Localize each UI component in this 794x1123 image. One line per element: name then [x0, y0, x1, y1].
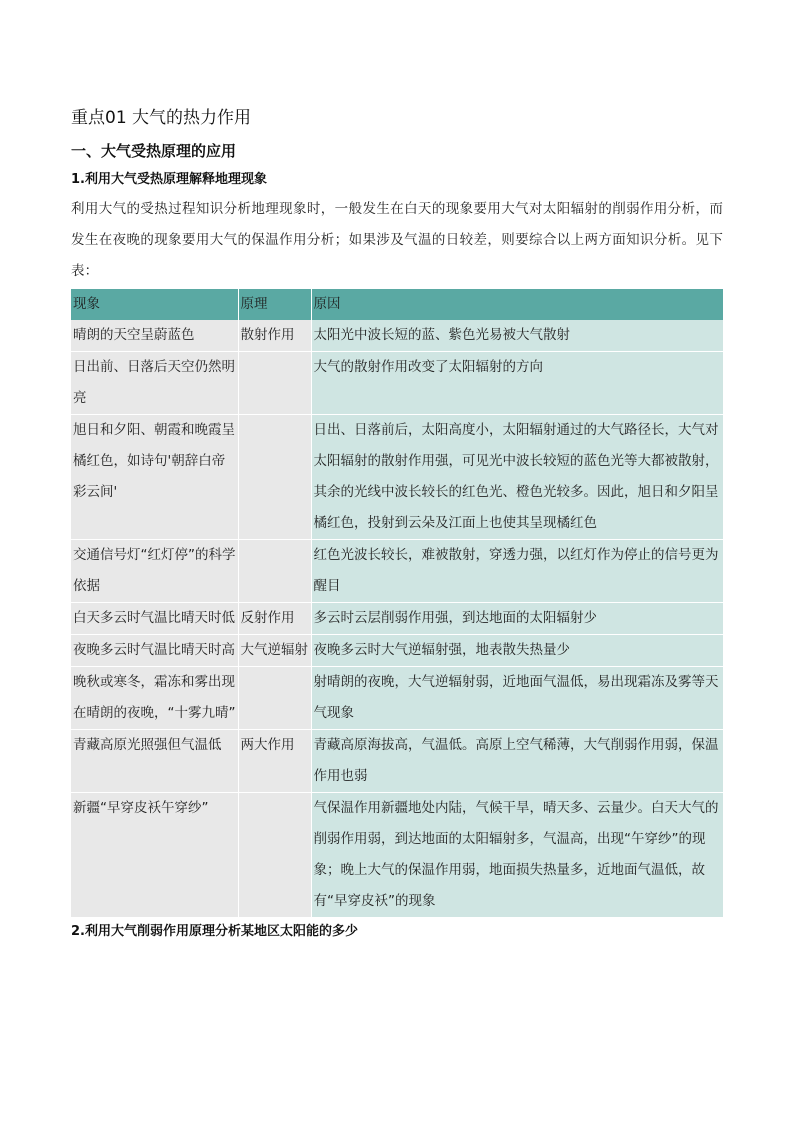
cell-reason: 青藏高原海拔高，气温低。高原上空气稀薄，大气削弱作用弱，保温作用也弱	[311, 730, 723, 793]
cell-phenomenon: 青藏高原光照强但气温低	[71, 730, 238, 793]
subsection-heading-2: 2.利用大气削弱作用原理分析某地区太阳能的多少	[71, 924, 358, 939]
cell-principle	[238, 667, 311, 730]
cell-reason: 红色光波长较长，难被散射，穿透力强，以红灯作为停止的信号更为醒目	[311, 540, 723, 603]
table-row	[71, 320, 723, 352]
page-title: 重点01 大气的热力作用	[71, 108, 252, 128]
table-row	[71, 540, 723, 603]
cell-phenomenon: 夜晚多云时气温比晴天时高	[71, 635, 238, 667]
subsection-heading-1: 1.利用大气受热原理解释地理现象	[71, 172, 267, 187]
cell-reason: 气保温作用新疆地处内陆，气候干旱，晴天多、云量少。白天大气的削弱作用弱，到达地面的太阳辐射多，气温高，出现“午穿纱”的现象；晚上大气的保温作用弱，地面损失热量多，近地面气温低，故有“早穿皮袄”的现象	[311, 793, 723, 918]
table-row	[71, 730, 723, 793]
cell-phenomenon: 交通信号灯“红灯停”的科学依据	[71, 540, 238, 603]
table-header-row	[71, 289, 723, 320]
table-row	[71, 667, 723, 730]
cell-reason: 射晴朗的夜晚，大气逆辐射弱，近地面气温低，易出现霜冻及雾等天气现象	[311, 667, 723, 730]
cell-phenomenon: 白天多云时气温比晴天时低	[71, 603, 238, 635]
cell-principle	[238, 352, 311, 415]
cell-principle	[238, 415, 311, 540]
cell-phenomenon: 新疆“早穿皮袄午穿纱”	[71, 793, 238, 918]
table-row	[71, 415, 723, 540]
cell-reason: 太阳光中波长短的蓝、紫色光易被大气散射	[311, 320, 723, 352]
cell-reason: 大气的散射作用改变了太阳辐射的方向	[311, 352, 723, 415]
section-heading: 一、大气受热原理的应用	[71, 142, 237, 160]
cell-phenomenon: 晴朗的天空呈蔚蓝色	[71, 320, 238, 352]
cell-phenomenon: 日出前、日落后天空仍然明亮	[71, 352, 238, 415]
header-phenomenon: 现象	[71, 289, 238, 320]
cell-reason: 多云时云层削弱作用强，到达地面的太阳辐射少	[311, 603, 723, 635]
cell-phenomenon: 晚秋或寒冬，霜冻和雾出现在晴朗的夜晚，“十雾九晴”	[71, 667, 238, 730]
cell-principle	[238, 540, 311, 603]
table-row	[71, 793, 723, 918]
table-row	[71, 635, 723, 667]
header-reason: 原因	[311, 289, 723, 320]
cell-reason: 夜晚多云时大气逆辐射强，地表散失热量少	[311, 635, 723, 667]
cell-reason: 日出、日落前后，太阳高度小，太阳辐射通过的大气路径长，大气对太阳辐射的散射作用强，可见光中波长较短的蓝色光等大都被散射，其余的光线中波长较长的红色光、橙色光较多。因此，旭日和夕阳呈橘红色，投射到云朵及江面上也使其呈现橘红色	[311, 415, 723, 540]
table-row	[71, 603, 723, 635]
phenomena-table	[71, 289, 724, 918]
cell-principle: 散射作用	[238, 320, 311, 352]
cell-principle	[238, 793, 311, 918]
cell-principle: 反射作用	[238, 603, 311, 635]
cell-phenomenon: 旭日和夕阳、朝霞和晚霞呈橘红色，如诗句'朝辞白帝彩云间'	[71, 415, 238, 540]
cell-principle: 两大作用	[238, 730, 311, 793]
document-page	[71, 96, 723, 942]
cell-principle: 大气逆辐射	[238, 635, 311, 667]
intro-paragraph: 利用大气的受热过程知识分析地理现象时，一般发生在白天的现象要用大气对太阳辐射的削弱作用分析，而发生在夜晚的现象要用大气的保温作用分析；如果涉及气温的日较差，则要综合以上两方面知识分析。见下表：	[71, 201, 723, 279]
header-principle: 原理	[238, 289, 311, 320]
table-row	[71, 352, 723, 415]
